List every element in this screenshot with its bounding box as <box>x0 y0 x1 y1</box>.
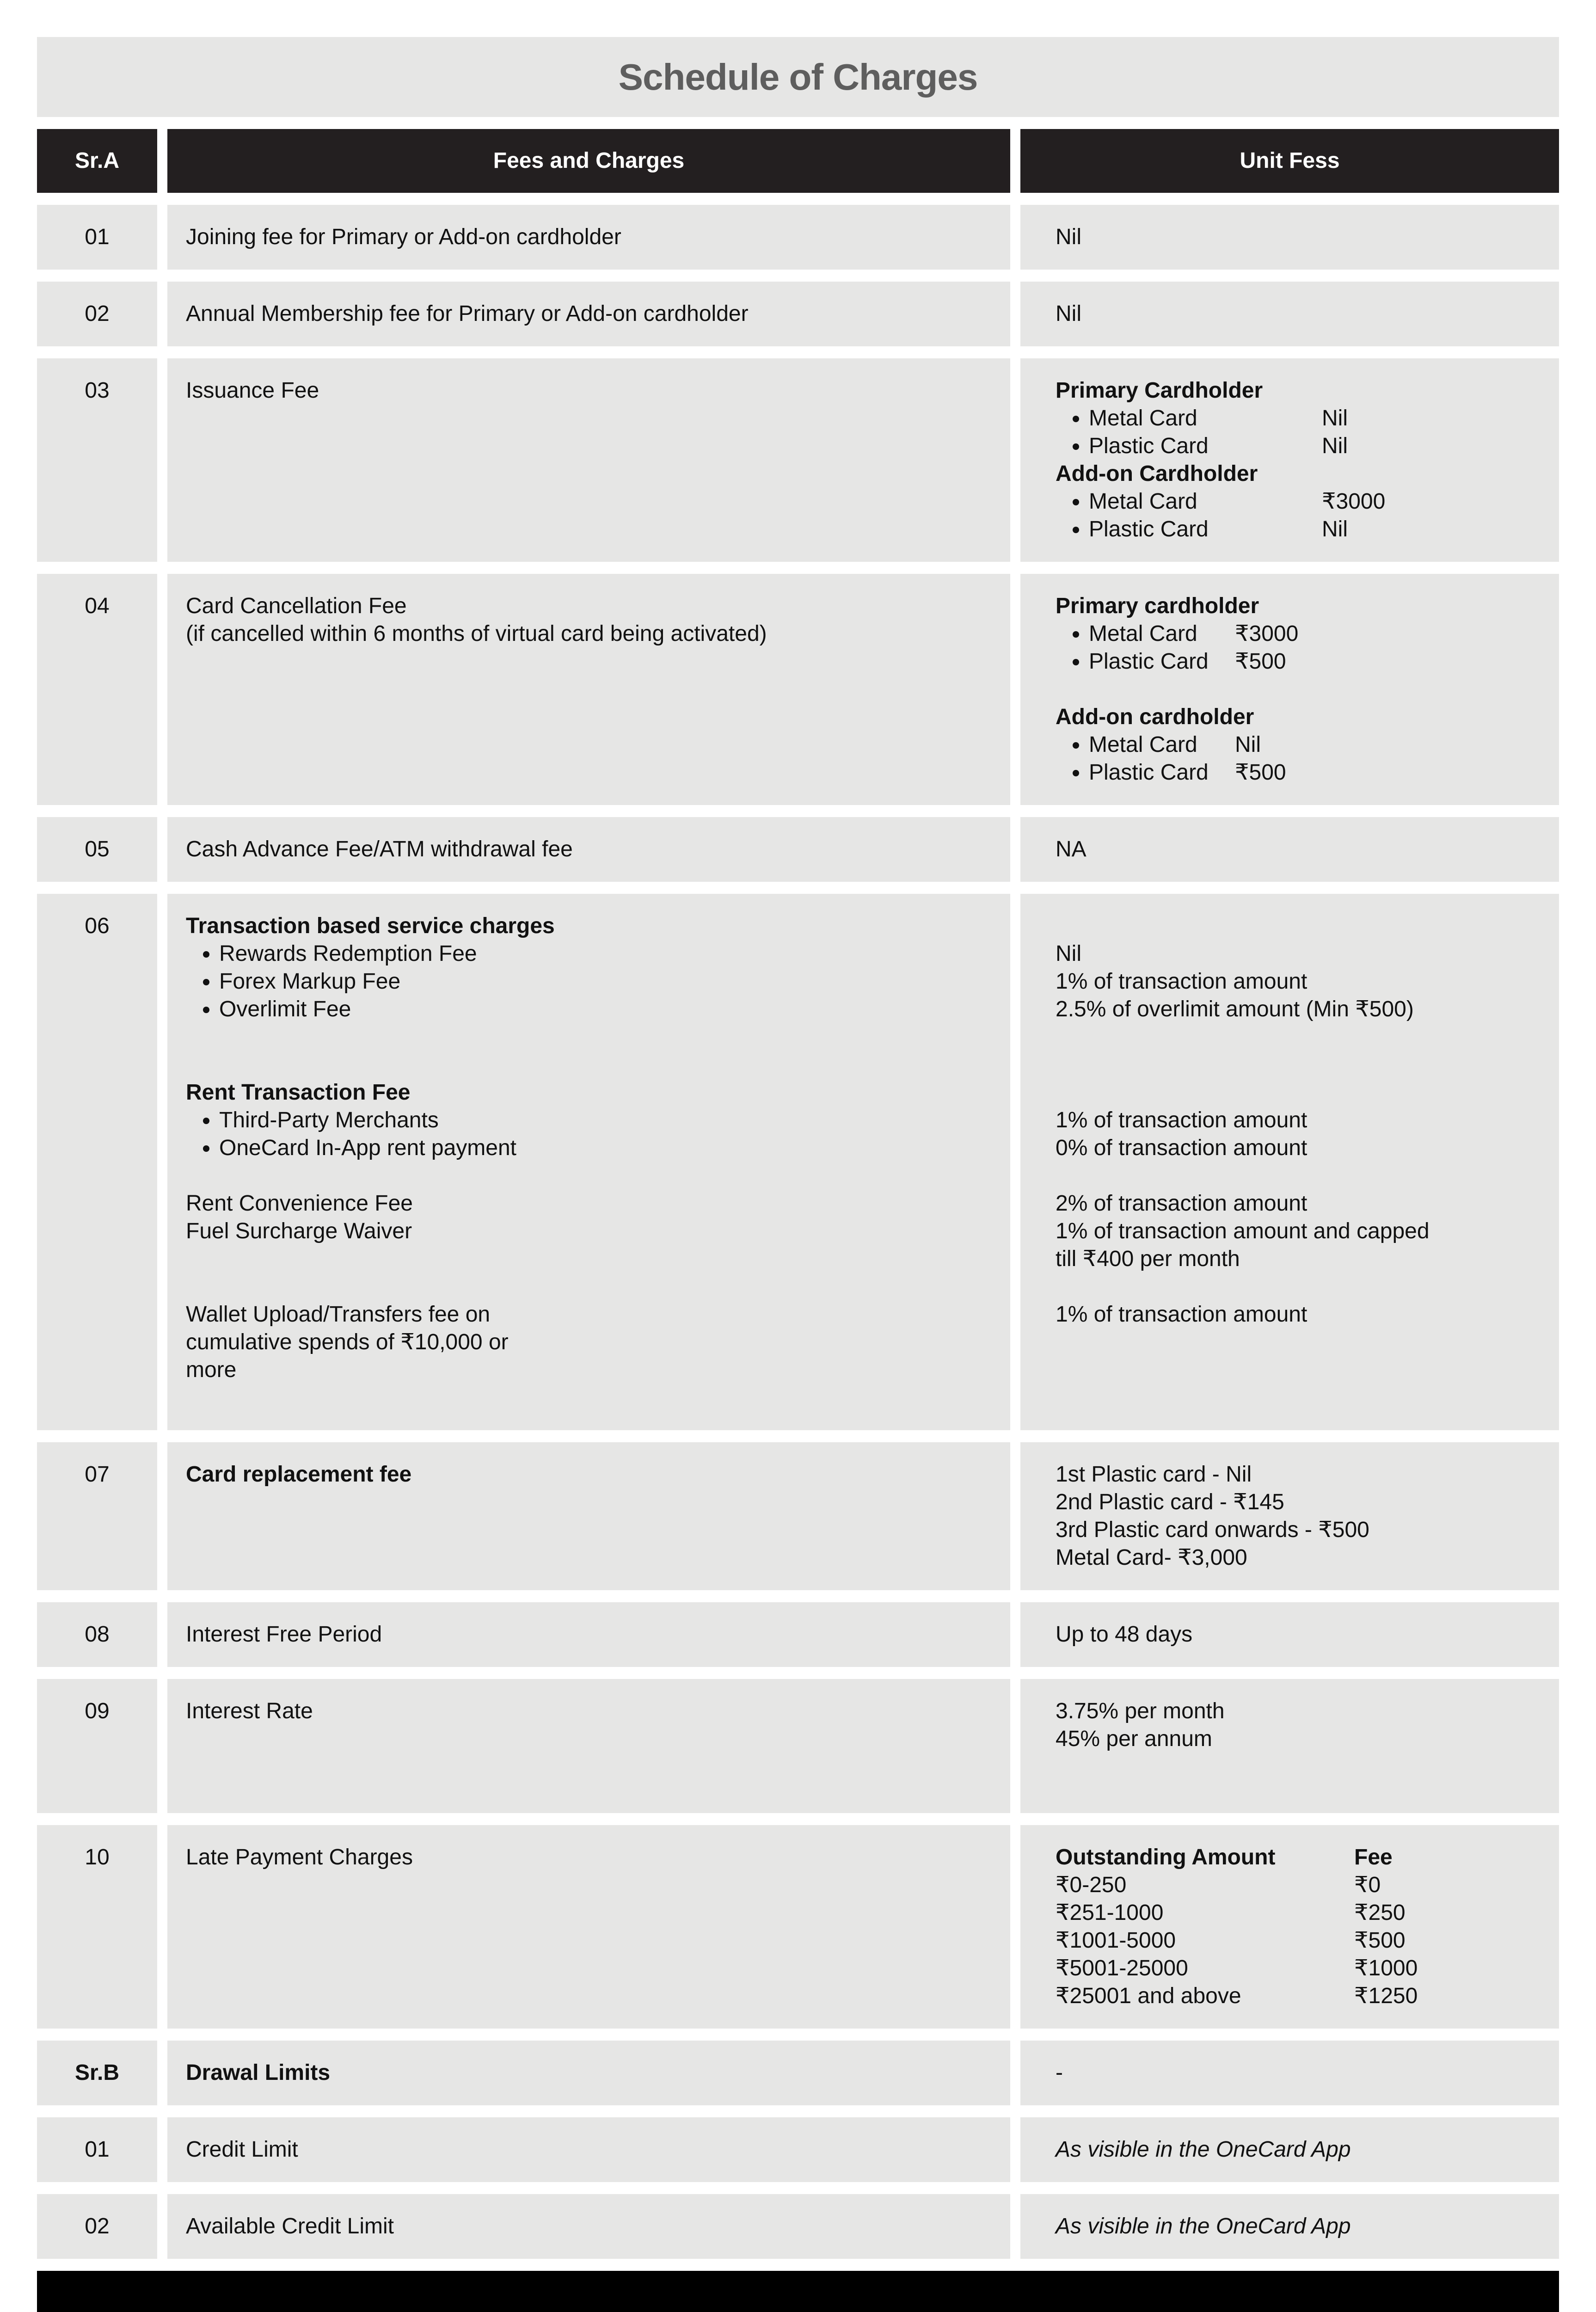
list-item <box>1089 516 1559 543</box>
row-number: Sr.B <box>37 2041 157 2105</box>
label-line: cumulative spends of ₹10,000 or <box>186 1330 509 1354</box>
slab-header <box>1056 1844 1559 1871</box>
value-line: 2% of transaction amount <box>1056 1191 1307 1216</box>
slab-amount: ₹25001 and above <box>1056 1984 1241 2008</box>
row-label: Interest Free Period <box>167 1602 1010 1667</box>
row-label: Available Credit Limit <box>167 2194 1010 2259</box>
value-line: 3rd Plastic card onwards - ₹500 <box>1056 1518 1369 1542</box>
addon-list <box>1056 488 1559 543</box>
spacer <box>1056 1273 1559 1301</box>
row-value <box>1020 358 1559 562</box>
item-value: ₹500 <box>1235 649 1286 674</box>
table-row <box>37 282 1559 346</box>
list-item: • OneCard In-App rent payment <box>219 1134 1010 1162</box>
row-label: Issuance Fee <box>167 358 1010 562</box>
row-value <box>1020 1442 1559 1590</box>
slab-row <box>1056 1899 1559 1927</box>
value-line: 1% of transaction amount <box>1056 1108 1307 1132</box>
row-label: Credit Limit <box>167 2117 1010 2182</box>
slab-fee: ₹0 <box>1354 1873 1381 1897</box>
item-label: • Plastic Card <box>1089 434 1209 458</box>
value-line: 45% per annum <box>1056 1727 1212 1751</box>
label-line: more <box>186 1358 237 1382</box>
list-item <box>1089 759 1559 787</box>
item-label: • Metal Card <box>1089 732 1197 757</box>
slab-amount: ₹1001-5000 <box>1056 1928 1176 1953</box>
item-label: • Metal Card <box>1089 406 1197 430</box>
header-fees: Fees and Charges <box>167 129 1010 193</box>
table-row <box>37 1825 1559 2029</box>
list-item <box>1089 620 1559 648</box>
table-row <box>37 2041 1559 2105</box>
slab-amount: ₹251-1000 <box>1056 1900 1164 1925</box>
list-item: • Rewards Redemption Fee <box>219 940 1010 968</box>
item-value: Nil <box>1322 434 1348 458</box>
label-line: Card Cancellation Fee <box>186 594 407 618</box>
table-row <box>37 1679 1559 1813</box>
row-number: 03 <box>37 358 157 562</box>
slab-row <box>1056 1871 1559 1899</box>
item-label: • Metal Card <box>1089 489 1197 514</box>
slab-amount: ₹5001-25000 <box>1056 1956 1188 1980</box>
table-header <box>37 129 1559 193</box>
row-label: Card replacement fee <box>167 1442 1010 1590</box>
item-label: • Plastic Card <box>1089 760 1209 785</box>
item-value: Nil <box>1235 732 1261 757</box>
row-value <box>1020 1679 1559 1813</box>
spacer <box>1056 1023 1559 1079</box>
row-value: Up to 48 days <box>1020 1602 1559 1667</box>
row-value: - <box>1020 2041 1559 2105</box>
row-value: As visible in the OneCard App <box>1020 2194 1559 2259</box>
value-line: 1% of transaction amount and capped <box>1056 1219 1430 1243</box>
list-item: • Third-Party Merchants <box>219 1107 1010 1134</box>
section-list <box>186 940 1010 1023</box>
value-line: Metal Card- ₹3,000 <box>1056 1545 1247 1570</box>
spacer <box>1056 1162 1559 1190</box>
slab-fee: ₹1250 <box>1354 1984 1418 2008</box>
row-value: As visible in the OneCard App <box>1020 2117 1559 2182</box>
addon-title: Add-on cardholder <box>1056 705 1254 729</box>
header-sr: Sr.A <box>37 129 157 193</box>
label-line: Wallet Upload/Transfers fee on <box>186 1302 491 1327</box>
title-bar <box>37 37 1559 117</box>
row-label: Interest Rate <box>167 1679 1010 1813</box>
row-label: Annual Membership fee for Primary or Add-on cardholder <box>167 282 1010 346</box>
row-value <box>1020 574 1559 805</box>
value-line: 1% of transaction amount <box>1056 969 1307 994</box>
section-title: Rent Transaction Fee <box>186 1080 411 1105</box>
list-item <box>1089 432 1559 460</box>
label-line: Fuel Surcharge Waiver <box>186 1219 412 1243</box>
row-number: 08 <box>37 1602 157 1667</box>
item-label: • Plastic Card <box>1089 649 1209 674</box>
list-item: • Forex Markup Fee <box>219 968 1010 996</box>
table-row <box>37 574 1559 805</box>
item-value: ₹3000 <box>1235 621 1299 646</box>
list-item <box>1089 405 1559 432</box>
item-value: Nil <box>1322 517 1348 541</box>
row-number: 07 <box>37 1442 157 1590</box>
table-row <box>37 2194 1559 2259</box>
spacer <box>186 1162 1010 1190</box>
row-label: Drawal Limits <box>167 2041 1010 2105</box>
row-value: NA <box>1020 817 1559 882</box>
table-row <box>37 1602 1559 1667</box>
schedule-page <box>37 37 1559 2312</box>
row-number: 09 <box>37 1679 157 1813</box>
section-list <box>186 1107 1010 1162</box>
row-number: 02 <box>37 282 157 346</box>
item-value: Nil <box>1322 406 1348 430</box>
slab-amount-header: Outstanding Amount <box>1056 1845 1276 1869</box>
table-row <box>37 358 1559 562</box>
value-line: 3.75% per month <box>1056 1699 1225 1723</box>
item-value: ₹500 <box>1235 760 1286 785</box>
table-row <box>37 2117 1559 2182</box>
list-item <box>1089 731 1559 759</box>
spacer <box>186 1245 1010 1301</box>
spacer <box>1056 676 1559 703</box>
row-number: 01 <box>37 2117 157 2182</box>
primary-list <box>1056 405 1559 460</box>
row-number: 01 <box>37 205 157 270</box>
page-title: Schedule of Charges <box>618 56 978 98</box>
slab-row <box>1056 1982 1559 2010</box>
row-label: Cash Advance Fee/ATM withdrawal fee <box>167 817 1010 882</box>
list-item <box>1089 488 1559 516</box>
row-label <box>167 574 1010 805</box>
row-number: 06 <box>37 894 157 1430</box>
slab-fee: ₹1000 <box>1354 1956 1418 1980</box>
value-line: 1% of transaction amount <box>1056 1302 1307 1327</box>
label-line: (if cancelled within 6 months of virtual card being activated) <box>186 621 767 646</box>
item-label: • Plastic Card <box>1089 517 1209 541</box>
row-value <box>1020 1825 1559 2029</box>
row-number: 10 <box>37 1825 157 2029</box>
slab-fee: ₹500 <box>1354 1928 1406 1953</box>
row-label <box>167 894 1010 1430</box>
table-row <box>37 894 1559 1430</box>
table-row <box>37 817 1559 882</box>
value-line: till ₹400 per month <box>1056 1247 1240 1271</box>
primary-title: Primary cardholder <box>1056 594 1259 618</box>
row-label: Late Payment Charges <box>167 1825 1010 2029</box>
item-label: • Metal Card <box>1089 621 1197 646</box>
table-row <box>37 205 1559 270</box>
row-number: 05 <box>37 817 157 882</box>
header-unit: Unit Fess <box>1020 129 1559 193</box>
spacer <box>1056 912 1559 940</box>
section-title: Transaction based service charges <box>186 914 555 938</box>
label-line: Rent Convenience Fee <box>186 1191 413 1216</box>
table-row <box>37 1442 1559 1590</box>
addon-title: Add-on Cardholder <box>1056 461 1258 486</box>
row-number: 02 <box>37 2194 157 2259</box>
value-line: Nil <box>1056 941 1081 966</box>
row-value: Nil <box>1020 282 1559 346</box>
slab-fee-header: Fee <box>1354 1845 1393 1869</box>
row-value <box>1020 894 1559 1430</box>
value-line: 0% of transaction amount <box>1056 1136 1307 1160</box>
slab-fee: ₹250 <box>1354 1900 1406 1925</box>
list-item: • Overlimit Fee <box>219 996 1010 1023</box>
spacer <box>186 1023 1010 1079</box>
primary-list <box>1056 620 1559 676</box>
item-value: ₹3000 <box>1322 489 1386 514</box>
addon-list <box>1056 731 1559 787</box>
slab-amount: ₹0-250 <box>1056 1873 1127 1897</box>
primary-title: Primary Cardholder <box>1056 378 1263 403</box>
value-line: 2nd Plastic card - ₹145 <box>1056 1490 1284 1514</box>
slab-row <box>1056 1927 1559 1955</box>
row-number: 04 <box>37 574 157 805</box>
footer-bar <box>37 2271 1559 2312</box>
list-item <box>1089 648 1559 676</box>
row-label: Joining fee for Primary or Add-on cardholder <box>167 205 1010 270</box>
slab-row <box>1056 1955 1559 1982</box>
row-value: Nil <box>1020 205 1559 270</box>
value-line: 2.5% of overlimit amount (Min ₹500) <box>1056 997 1414 1021</box>
spacer <box>1056 1079 1559 1107</box>
value-line: 1st Plastic card - Nil <box>1056 1462 1252 1487</box>
